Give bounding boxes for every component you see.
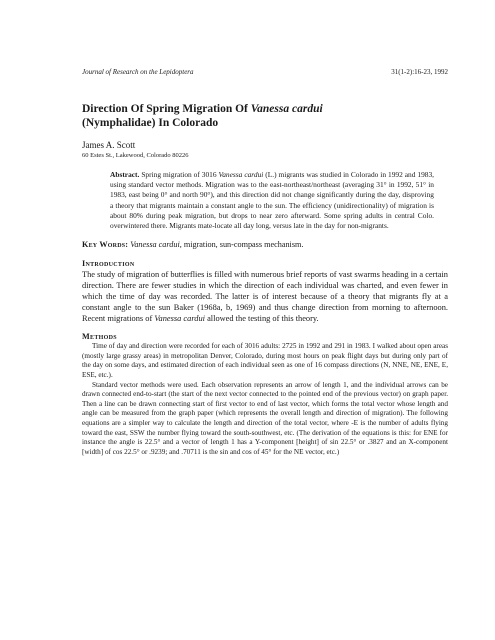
abstract (110, 170, 434, 231)
introduction-paragraph (82, 269, 448, 324)
introduction-text-1: The study of migration of butterflies is filled with numerous brief reports of vast swarms heading in a certain direction. There are fewer studies in which the direction of each individual was charted, and even fewer in which the time of day was recorded. The latter is of interest because of a theory that migrants fly at a constant angle to the sun Baker (1968a, b, 1969) and thus change direction from morning to afternoon. Recent migrations of (82, 270, 448, 324)
title-part-1: Direction Of Spring Migration Of (82, 103, 251, 115)
introduction-text-2: allowed the testing of this theory. (204, 314, 319, 324)
methods-paragraph-1: Time of day and direction were recorded for each of 3016 adults: 2725 in 1992 and 291 in 1983. I walked about open areas (mostly large grassy areas) in metropolitan Denver, Colorado, during most hours on peak flight days but during only part of the day on some days, and estimated direction of each individual seen as one of 16 compass directions (N, NNE, NE, ENE, E, ESE, etc.). (82, 342, 448, 379)
keywords-species: Vanessa cardui (130, 240, 180, 250)
article-title (82, 102, 448, 130)
keywords-label: Key Words: (82, 240, 129, 250)
abstract-label: Abstract. (110, 170, 140, 179)
keywords-rest: , migration, sun-compass mechanism. (179, 240, 304, 250)
title-species: Vanessa cardui (250, 103, 323, 115)
author-name: James A. Scott (82, 140, 136, 150)
keywords (82, 239, 448, 250)
author-address: 60 Estes St., Lakewood, Colorado 80226 (82, 152, 189, 159)
methods-paragraph-2: Standard vector methods were used. Each observation represents an arrow of length 1, and the individual arrows can be drawn connected end-to-start (the start of the next vector connected to the pointed end of the previous vector) on graph paper. Then a line can be drawn connecting start of first vector to end of last vector, which forms the total vector whose length and angle can be measured from the graph paper (which represents the overall length and direction of migration). The following equations are a simpler way to calculate the length and direction of the total vector, where -E is the number of adults flying toward the east, SSW the number flying toward the south-southwest, etc. (The derivation of the equations is this: for ENE for instance the angle is 22.5° and a vector of length 1 has a Y-component [height] of sin 22.5° or .3827 and an X-component [width] of cos 22.5° or .9239; and .70711 is the sin and cos of 45° for the NE vector, etc.) (82, 380, 448, 456)
introduction-heading: Introduction (82, 259, 135, 269)
introduction-species: Vanessa cardui (154, 314, 205, 324)
title-part-2: (Nymphalidae) In Colorado (82, 117, 219, 129)
abstract-text-2: (L.) migrants was studied in Colorado in 1992 and 1983, using standard vector methods. Migration was to the east-northeast/northeast (averaging 31° in 1992, 51° in 1983, east being 0° and north 90°), and this direction did not change significantly during the day, disproving a theory that migrants maintain a constant angle to the sun. The efficiency (unidirectionality) of migration is about 80% during peak migration, but drops to near zero afterward. Some spring adults in central Colo. overwintered there. Migrants mate-locate all day long, versus late in the day for non-migrants. (110, 170, 434, 231)
abstract-text-1: Spring migration of 3016 (139, 170, 219, 179)
methods-heading: Methods (82, 332, 117, 342)
volume-info: 31(1-2):16-23, 1992 (391, 68, 448, 76)
journal-name: Journal of Research on the Lepidoptera (82, 68, 194, 76)
running-head (82, 68, 448, 76)
abstract-species: Vanessa cardui (218, 170, 264, 179)
